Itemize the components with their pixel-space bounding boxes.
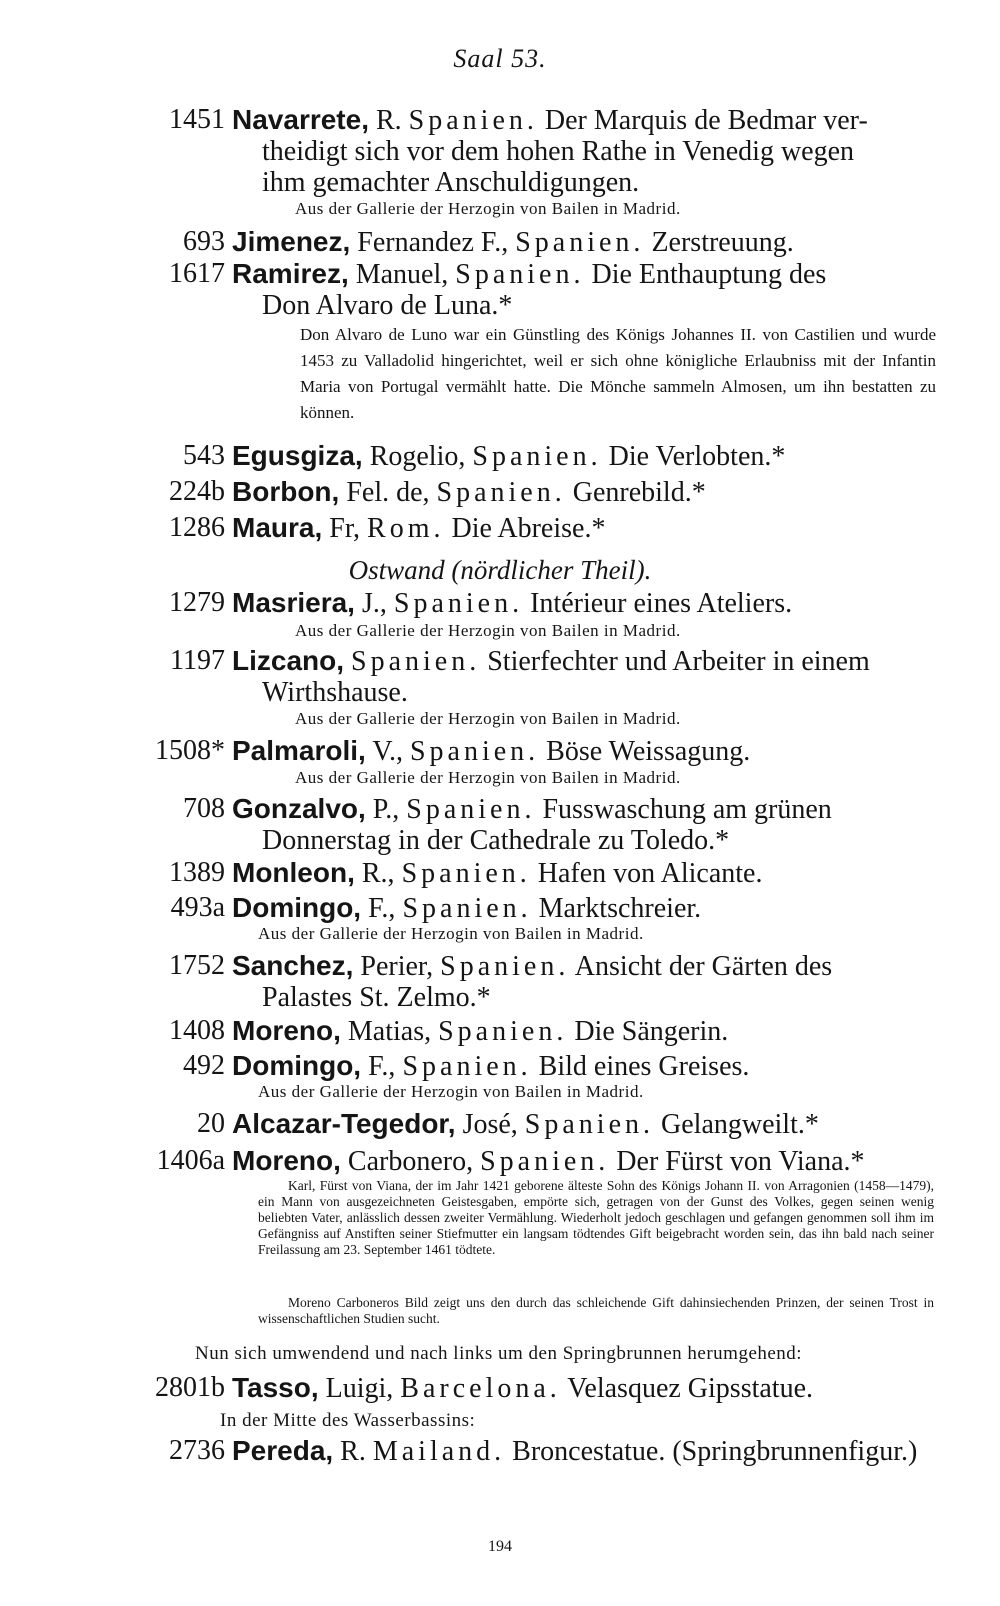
entry-number: 1408 xyxy=(169,1015,225,1046)
artist-detail: Perier, xyxy=(353,951,441,982)
artist-name: Domingo, xyxy=(232,892,362,923)
country: Spanien. xyxy=(393,588,524,619)
entry-number: 1197 xyxy=(170,645,225,676)
catalog-entry xyxy=(150,440,972,472)
artist-detail: Fernandez F., xyxy=(350,227,516,258)
artwork-title: Genrebild.* xyxy=(565,477,706,508)
entry-number: 708 xyxy=(183,793,225,824)
artist-detail: Rogelio, xyxy=(362,441,473,472)
catalog-entry xyxy=(150,258,972,321)
catalog-entry xyxy=(150,1050,972,1082)
artist-detail: F., xyxy=(361,893,403,924)
artist-detail: Fel. de, xyxy=(339,477,437,508)
artist-name: Ramirez, xyxy=(232,258,349,289)
provenance-note: Aus der Gallerie der Herzogin von Bailen in Madrid. xyxy=(295,199,681,218)
entry-number: 543 xyxy=(183,440,225,471)
entry-number: 1451 xyxy=(169,104,225,135)
title-continued: theidigt sich vor dem hohen Rathe in Venedig wegen xyxy=(262,136,855,167)
artist-name: Maura, xyxy=(232,512,323,543)
artist-detail xyxy=(344,646,351,677)
entry-number: 492 xyxy=(183,1050,225,1081)
entry-number: 1279 xyxy=(169,587,225,618)
country: Spanien. xyxy=(455,259,585,290)
country: Spanien. xyxy=(515,227,645,258)
entry-number: 1752 xyxy=(169,950,225,981)
artist-detail: F., xyxy=(361,1051,403,1082)
historical-note: Moreno Carboneros Bild zeigt uns den durch das schleichende Gift dahinsiechenden Prinzen, der seinen Trost in wissenschaftlichen Studien sucht. xyxy=(258,1295,934,1326)
title-continued: ihm gemachter Anschuldigungen. xyxy=(262,167,640,198)
entry-number: 2736 xyxy=(169,1435,225,1466)
historical-note: Karl, Fürst von Viana, der im Jahr 1421 geborene älteste Sohn des Königs Johann II. von Arragonien (1458—1479), ein Mann von ausgezeichneten Geistesgaben, empörte sich, getragen von der Gunst des Volkes, gegen seinen wenig beliebten Vater, anlässlich dessen zweiter Vermählung. Wiederholt jedoch geschlagen und gefangen genommen soll ihm im Gefängniss auf Anstiften seiner Stiefmutter ein langsam tödtendes Gift beigebracht worden sein, das ihn bald nach seiner Freilassung am 23. September 1461 tödtete. xyxy=(258,1178,934,1257)
country: Spanien. xyxy=(472,441,602,472)
entry-number: 1286 xyxy=(169,512,225,543)
artwork-title: Gelangweilt.* xyxy=(654,1109,819,1140)
catalog-entry xyxy=(150,1108,972,1140)
page-header: Saal 53. xyxy=(453,44,547,73)
provenance-note: Aus der Gallerie der Herzogin von Bailen in Madrid. xyxy=(258,924,644,943)
catalog-entry xyxy=(150,1145,972,1177)
artwork-title: Marktschreier. xyxy=(531,893,702,924)
catalog-entry xyxy=(150,1015,972,1047)
section-heading: Ostwand (nördlicher Theil). xyxy=(348,555,652,585)
historical-note: Don Alvaro de Luno war ein Günstling des Königs Johannes II. von Castilien und wurde 1453 zu Valladolid hingerichtet, weil er sich ohne königliche Erlaubniss mit der Infantin Maria von Portugal vermählt hatte. Die Mönche sammeln Almosen, um ihn bestatten zu können. xyxy=(300,325,936,422)
artwork-title: Intérieur eines Ateliers. xyxy=(523,588,793,619)
artwork-title: Fusswaschung am grünen xyxy=(535,794,832,825)
artist-detail: R. xyxy=(368,105,409,136)
artwork-title: Hafen von Alicante. xyxy=(530,858,763,889)
artwork-title: Der Marquis de Bedmar ver- xyxy=(537,105,868,136)
country: Spanien. xyxy=(351,646,481,677)
artist-name: Gonzalvo, xyxy=(232,793,366,824)
entry-number: 1389 xyxy=(169,857,225,888)
artist-name: Jimenez, xyxy=(232,226,351,257)
catalog-entry xyxy=(150,104,972,198)
catalog-entry xyxy=(150,892,972,924)
title-continued: Palastes St. Zelmo.* xyxy=(262,982,491,1013)
country: Barcelona. xyxy=(400,1373,561,1404)
artwork-title: Die Sängerin. xyxy=(567,1016,729,1047)
artwork-title: Zerstreuung. xyxy=(644,227,794,258)
catalog-entry xyxy=(150,735,972,767)
country: Mailand. xyxy=(372,1436,506,1467)
catalog-entry xyxy=(150,1372,972,1404)
country: Spanien. xyxy=(406,794,536,825)
entry-number: 1617 xyxy=(169,258,225,289)
walking-direction: Nun sich umwendend und nach links um den Springbrunnen herumgehend: xyxy=(195,1343,803,1364)
artwork-title: Die Abreise.* xyxy=(444,513,606,544)
entry-number: 2801b xyxy=(155,1372,225,1403)
artwork-title: Stierfechter und Arbeiter in einem xyxy=(480,646,870,677)
country: Spanien. xyxy=(480,1146,610,1177)
artist-detail: R., xyxy=(354,858,402,889)
location-heading: In der Mitte des Wasserbassins: xyxy=(220,1410,476,1431)
country: Spanien. xyxy=(402,893,532,924)
entry-number: 1406a xyxy=(156,1145,225,1176)
artwork-title: Bild eines Greises. xyxy=(531,1051,750,1082)
artist-detail: José, xyxy=(455,1109,525,1140)
country: Spanien. xyxy=(436,477,566,508)
artist-detail: Fr, xyxy=(322,513,368,544)
entry-number: 224b xyxy=(169,476,225,507)
provenance-note: Aus der Gallerie der Herzogin von Bailen in Madrid. xyxy=(295,709,681,728)
country: Spanien. xyxy=(401,858,531,889)
catalog-entry xyxy=(150,857,972,889)
artist-name: Pereda, xyxy=(232,1435,334,1466)
artist-name: Masriera, xyxy=(232,587,355,618)
country: Spanien. xyxy=(408,105,538,136)
artist-detail: V., xyxy=(365,736,410,767)
artist-detail: Carbonero, xyxy=(340,1146,481,1177)
catalog-entry xyxy=(150,587,972,619)
catalog-entry xyxy=(150,476,972,508)
artist-name: Borbon, xyxy=(232,476,340,507)
entry-number: 493a xyxy=(170,892,225,923)
country: Spanien. xyxy=(402,1051,532,1082)
artist-detail: R. xyxy=(333,1436,373,1467)
artist-name: Egusgiza, xyxy=(232,440,363,471)
artist-detail: Luigi, xyxy=(318,1373,401,1404)
artist-name: Domingo, xyxy=(232,1050,362,1081)
catalog-entry xyxy=(150,1435,972,1467)
provenance-note: Aus der Gallerie der Herzogin von Bailen in Madrid. xyxy=(295,768,681,787)
catalog-entry xyxy=(150,645,972,708)
artist-name: Tasso, xyxy=(232,1372,319,1403)
catalog-entry xyxy=(150,950,972,1013)
artwork-title: Velasquez Gipsstatue. xyxy=(560,1373,814,1404)
artist-name: Lizcano, xyxy=(232,645,345,676)
artist-detail: Matias, xyxy=(340,1016,439,1047)
provenance-note: Aus der Gallerie der Herzogin von Bailen in Madrid. xyxy=(258,1082,644,1101)
artwork-title: Ansicht der Gärten des xyxy=(569,951,833,982)
country: Rom. xyxy=(367,513,445,544)
title-continued: Wirthshause. xyxy=(262,677,408,708)
artist-name: Moreno, xyxy=(232,1145,341,1176)
provenance-note: Aus der Gallerie der Herzogin von Bailen in Madrid. xyxy=(295,621,681,640)
entry-number: 20 xyxy=(197,1108,225,1139)
entry-number: 693 xyxy=(183,226,225,257)
country: Spanien. xyxy=(438,1016,568,1047)
entry-number: 1508* xyxy=(155,735,225,766)
artwork-title: Der Fürst von Viana.* xyxy=(609,1146,865,1177)
artist-detail: J., xyxy=(354,588,394,619)
artwork-title: Die Enthauptung des xyxy=(584,259,827,290)
catalog-entry xyxy=(150,512,972,544)
artist-name: Moreno, xyxy=(232,1015,341,1046)
artist-name: Monleon, xyxy=(232,857,355,888)
country: Spanien. xyxy=(440,951,570,982)
artist-name: Alcazar-Tegedor, xyxy=(232,1108,456,1139)
title-continued: Donnerstag in der Cathedrale zu Toledo.* xyxy=(262,825,730,856)
artist-name: Palmaroli, xyxy=(232,735,366,766)
artist-detail: P., xyxy=(365,794,407,825)
artist-detail: Manuel, xyxy=(348,259,456,290)
country: Spanien. xyxy=(524,1109,655,1140)
artist-name: Navarrete, xyxy=(232,104,369,135)
artwork-title: Broncestatue. (Springbrunnenfigur.) xyxy=(505,1436,918,1467)
page-number: 194 xyxy=(488,1538,512,1555)
catalog-entry xyxy=(150,226,972,258)
artwork-title: Die Verlobten.* xyxy=(601,441,786,472)
artist-name: Sanchez, xyxy=(232,950,354,981)
artwork-title: Böse Weissagung. xyxy=(539,736,751,767)
country: Spanien. xyxy=(409,736,540,767)
title-continued: Don Alvaro de Luna.* xyxy=(262,290,513,321)
catalog-entry xyxy=(150,793,972,856)
